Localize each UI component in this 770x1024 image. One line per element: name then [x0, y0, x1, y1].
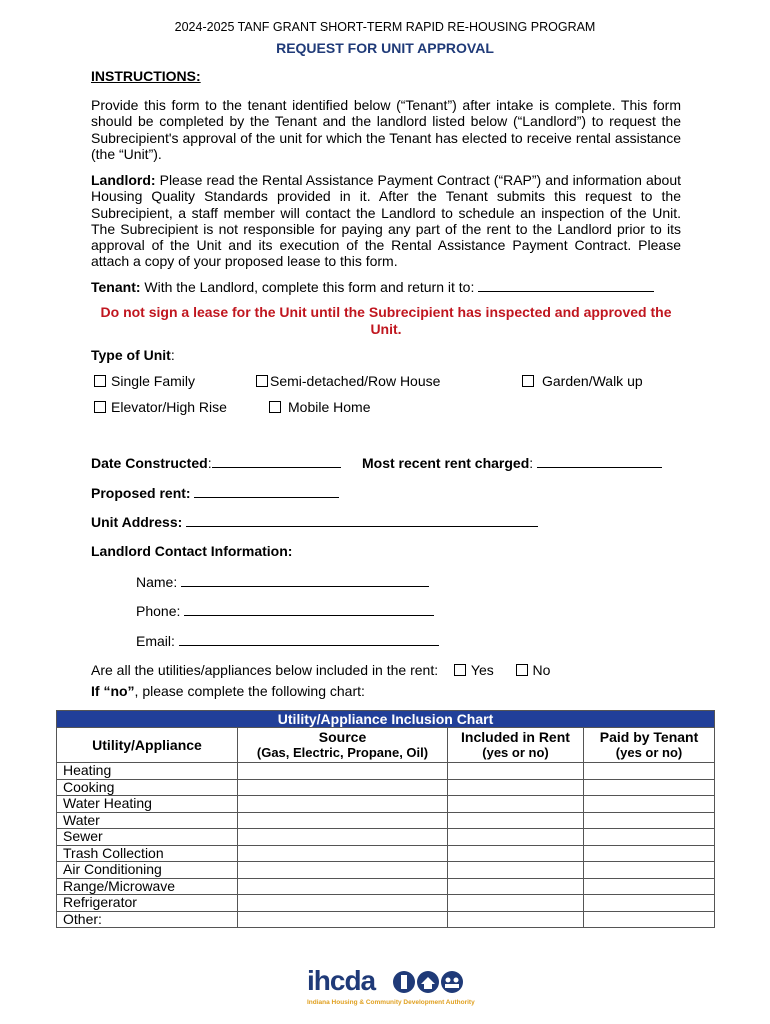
- date-colon: :: [207, 455, 212, 471]
- logo-wordmark: ihcda: [307, 965, 376, 996]
- tenant-line: [91, 278, 654, 295]
- column-sub-label: (yes or no): [615, 745, 683, 760]
- chart-input-cell[interactable]: [238, 812, 448, 829]
- chart-input-cell[interactable]: [584, 763, 715, 780]
- intro-paragraph: Provide this form to the tenant identified below (“Tenant”) after intake is complete. This form should be completed by the Tenant and the landlord listed below (“Landlord”) to request the Subrecipient's approval of the unit for which the Tenant has elected to receive rental assistance (the “Unit”).: [91, 97, 681, 162]
- column-main-label: Paid by Tenant: [599, 729, 699, 745]
- no-label: No: [532, 662, 551, 678]
- landlord-paragraph: [91, 172, 681, 270]
- table-row: [57, 895, 715, 912]
- utility-name-cell: Other:: [57, 911, 238, 928]
- utility-name-cell: Range/Microwave: [57, 878, 238, 895]
- chart-input-cell[interactable]: [448, 895, 584, 912]
- return-to-field[interactable]: [478, 278, 654, 292]
- logo-tagline: Indiana Housing & Community Development Authority: [307, 999, 475, 1006]
- logo-circles-icon: [393, 969, 463, 995]
- landlord-contact-heading: [91, 543, 292, 559]
- chart-input-cell[interactable]: [584, 878, 715, 895]
- tenant-text: With the Landlord, complete this form and return it to:: [144, 279, 475, 295]
- if-no-rest: , please complete the following chart:: [134, 683, 365, 699]
- unit-type-colon: :: [170, 347, 175, 363]
- email-row: [136, 632, 439, 649]
- option-label: Elevator/High Rise: [111, 399, 227, 415]
- utility-name-cell: Water Heating: [57, 796, 238, 813]
- checkbox-icon[interactable]: [94, 375, 106, 387]
- recent-rent-row: [362, 454, 662, 471]
- utility-name-cell: Refrigerator: [57, 895, 238, 912]
- recent-rent-label: Most recent rent charged: [362, 455, 530, 471]
- yes-label: Yes: [470, 662, 494, 678]
- column-sub-label: (Gas, Electric, Propane, Oil): [256, 745, 429, 760]
- chart-input-cell[interactable]: [584, 779, 715, 796]
- chart-input-cell[interactable]: [238, 796, 448, 813]
- proposed-rent-label: Proposed rent:: [91, 485, 191, 501]
- if-no-line: [91, 683, 365, 699]
- chart-input-cell[interactable]: [238, 763, 448, 780]
- chart-input-cell[interactable]: [238, 911, 448, 928]
- chart-input-cell[interactable]: [584, 895, 715, 912]
- option-garden-walk-up[interactable]: [522, 373, 643, 389]
- unit-type-label: Type of Unit: [91, 347, 171, 363]
- chart-column-header: [584, 728, 715, 763]
- column-sub-label: (yes or no): [482, 745, 549, 760]
- utility-name-cell: Trash Collection: [57, 845, 238, 862]
- table-row: [57, 862, 715, 879]
- chart-input-cell[interactable]: [584, 812, 715, 829]
- chart-column-header: [57, 728, 238, 763]
- phone-label: Phone:: [136, 603, 181, 619]
- option-elevator-high-rise[interactable]: [94, 399, 227, 415]
- email-field[interactable]: [179, 632, 439, 646]
- table-row: [57, 796, 715, 813]
- unit-address-label: Unit Address:: [91, 514, 183, 530]
- table-row: [57, 829, 715, 846]
- checkbox-icon[interactable]: [269, 401, 281, 413]
- chart-column-header: [238, 728, 448, 763]
- option-label: Semi-detached/Row House: [270, 373, 441, 389]
- checkbox-icon[interactable]: [94, 401, 106, 413]
- checkbox-icon[interactable]: [522, 375, 534, 387]
- option-label: Single Family: [111, 373, 196, 389]
- chart-column-header: [448, 728, 584, 763]
- utility-name-cell: Cooking: [57, 779, 238, 796]
- utilities-question: [91, 662, 550, 678]
- chart-input-cell[interactable]: [584, 829, 715, 846]
- ihcda-logo: [307, 965, 475, 1010]
- date-constructed-field[interactable]: [212, 454, 341, 468]
- landlord-text: Please read the Rental Assistance Payment Contract (“RAP”) and information about Housing Quality Standards provided in it. After the Tenant submits this request to the Subrecipient, a staff member will contact the Landlord to schedule an inspection of the Unit. The Subrecipient is not responsible for paying any part of the rent to the Landlord prior to its approval of the Unit and its execution of the Rental Assistance Payment Contract. Please attach a copy of your proposed lease to this form.: [91, 172, 682, 270]
- utility-name-cell: Sewer: [57, 829, 238, 846]
- name-field[interactable]: [181, 573, 429, 587]
- chart-input-cell[interactable]: [238, 895, 448, 912]
- no-checkbox-icon[interactable]: [516, 664, 528, 676]
- chart-input-cell[interactable]: [584, 862, 715, 879]
- chart-input-cell[interactable]: [238, 862, 448, 879]
- chart-input-cell[interactable]: [238, 779, 448, 796]
- chart-input-cell[interactable]: [448, 878, 584, 895]
- tenant-label: Tenant:: [91, 279, 141, 295]
- chart-input-cell[interactable]: [584, 796, 715, 813]
- utility-name-cell: Water: [57, 812, 238, 829]
- checkbox-icon[interactable]: [256, 375, 268, 387]
- phone-field[interactable]: [184, 602, 434, 616]
- chart-input-cell[interactable]: [448, 779, 584, 796]
- chart-input-cell[interactable]: [238, 845, 448, 862]
- table-row: [57, 878, 715, 895]
- column-main-label: Utility/Appliance: [92, 737, 202, 753]
- table-row: [57, 845, 715, 862]
- option-label: Mobile Home: [288, 399, 371, 415]
- table-row: [57, 763, 715, 780]
- option-mobile-home[interactable]: [269, 399, 370, 415]
- date-constructed-label: Date Constructed: [91, 455, 208, 471]
- proposed-rent-field[interactable]: [194, 484, 339, 498]
- unit-address-field[interactable]: [186, 513, 538, 527]
- instructions-heading: INSTRUCTIONS:: [91, 68, 201, 84]
- proposed-rent-row: [91, 484, 339, 501]
- chart-input-cell[interactable]: [448, 911, 584, 928]
- option-single-family[interactable]: [94, 373, 195, 389]
- utility-name-cell: Air Conditioning: [57, 862, 238, 879]
- table-row: [57, 779, 715, 796]
- option-label: Garden/Walk up: [542, 373, 643, 389]
- recent-rent-field[interactable]: [537, 454, 662, 468]
- chart-input-cell[interactable]: [448, 862, 584, 879]
- recent-colon: :: [529, 455, 534, 471]
- chart-input-cell[interactable]: [238, 878, 448, 895]
- unit-type-label-wrap: [91, 347, 175, 363]
- yes-checkbox-icon[interactable]: [454, 664, 466, 676]
- chart-input-cell[interactable]: [448, 845, 584, 862]
- chart-input-cell[interactable]: [238, 829, 448, 846]
- chart-input-cell[interactable]: [584, 845, 715, 862]
- utilities-question-text: Are all the utilities/appliances below included in the rent:: [91, 662, 439, 678]
- program-header: 2024-2025 TANF GRANT SHORT-TERM RAPID RE-HOUSING PROGRAM: [174, 20, 596, 34]
- if-no-bold: If “no”: [91, 683, 135, 699]
- chart-title: Utility/Appliance Inclusion Chart: [57, 711, 715, 728]
- lease-warning: Do not sign a lease for the Unit until the Subrecipient has inspected and approved the Unit.: [100, 304, 672, 337]
- phone-row: [136, 602, 434, 619]
- date-constructed-row: [91, 454, 341, 471]
- chart-input-cell[interactable]: [448, 812, 584, 829]
- table-row: [57, 911, 715, 928]
- landlord-contact-label: Landlord Contact Information:: [91, 543, 293, 559]
- utility-name-cell: Heating: [57, 763, 238, 780]
- form-title: REQUEST FOR UNIT APPROVAL: [276, 40, 494, 56]
- column-main-label: Source: [318, 729, 367, 745]
- column-main-label: Included in Rent: [461, 729, 570, 745]
- name-label: Name:: [136, 574, 178, 590]
- option-semi-detached[interactable]: [256, 373, 440, 389]
- utility-chart: [56, 710, 715, 928]
- name-row: [136, 573, 429, 590]
- table-row: [57, 812, 715, 829]
- landlord-label: Landlord:: [91, 172, 156, 188]
- email-label: Email:: [136, 633, 175, 649]
- chart-input-cell[interactable]: [448, 829, 584, 846]
- unit-address-row: [91, 513, 538, 530]
- chart-input-cell[interactable]: [448, 796, 584, 813]
- chart-input-cell[interactable]: [584, 911, 715, 928]
- chart-input-cell[interactable]: [448, 763, 584, 780]
